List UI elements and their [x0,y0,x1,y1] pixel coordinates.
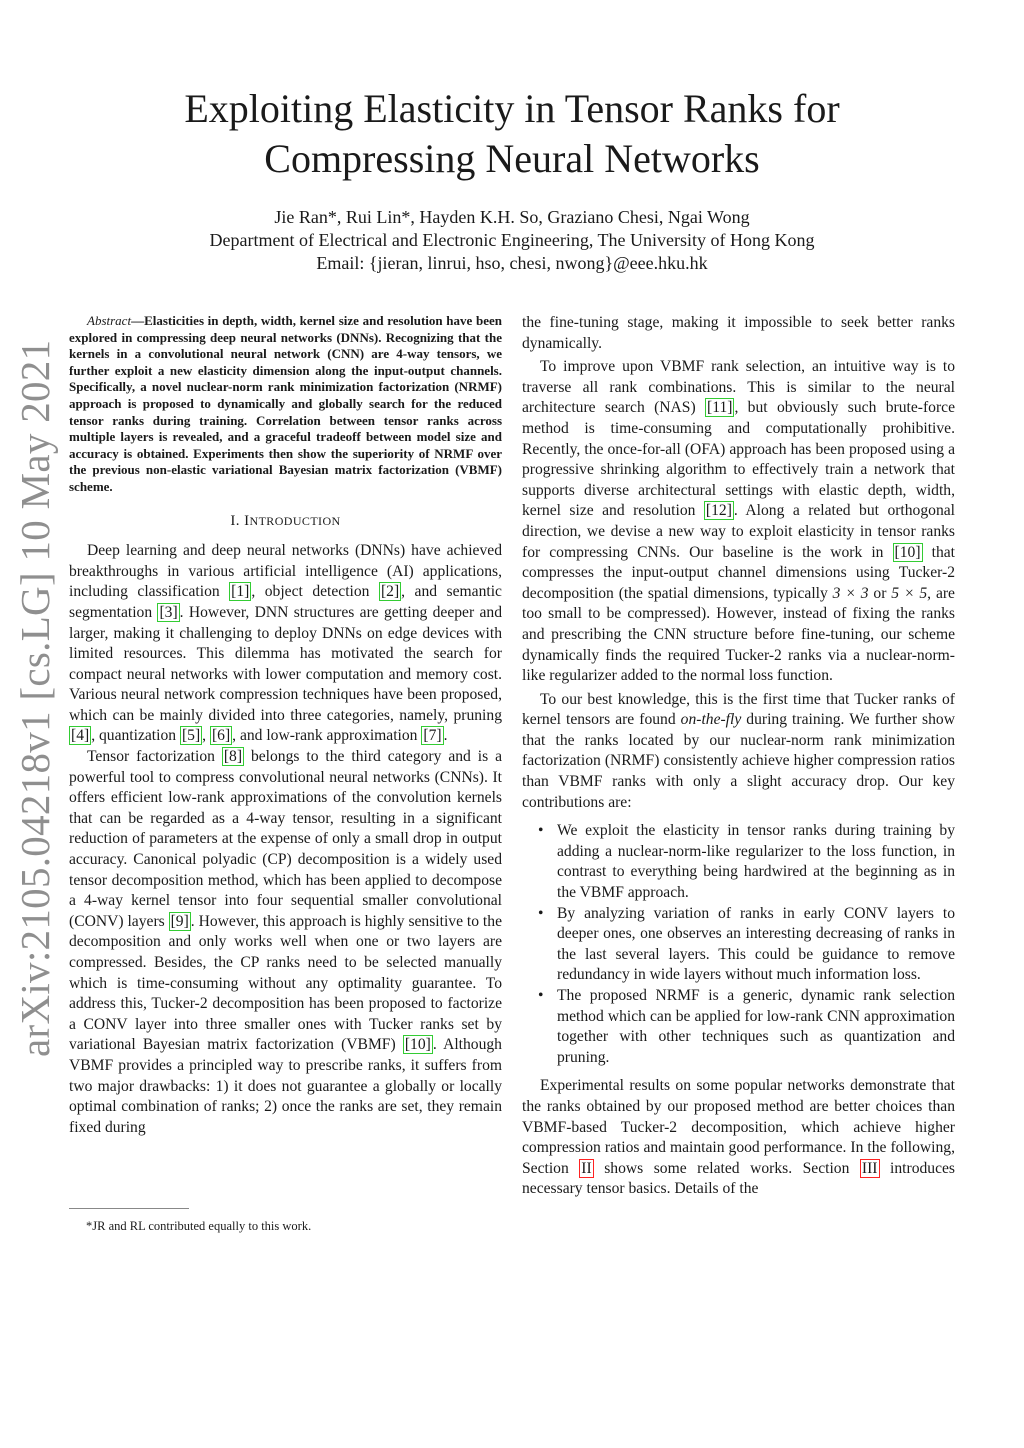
arxiv-identifier[interactable]: arXiv:2105.04218v1 [cs.LG] 10 May 2021 [12,339,58,1057]
bullet-icon: • [538,822,544,840]
citation-link[interactable]: [5] [181,727,201,745]
list-item [522,904,955,986]
citation-link[interactable]: [12] [705,502,732,520]
left-column [69,313,502,1138]
math-expression: 5 × 5 [891,584,928,602]
author-affiliation: Department of Electrical and Electronic Engineering, The University of Hong Kong [209,230,815,250]
text-run: , but obviously such brute-force method is time-consuming and computationally prohibitive. Recently, the once-for-all (OFA) approach has been proposed using a progressive shrinking algorithm to effectively train a network that supports diverse architectural settings with elastic depth, width, kernel size and resolution [522,399,955,520]
text-run: . Although VBMF provides a principled way to prescribe ranks, it suffers from two major drawbacks: 1) it does not guarantee a globally or locally optimal combination of ranks; 2) once the ranks are set, they remain fixed during [69,1036,502,1136]
text-run: , and semantic segmentation [69,583,502,621]
footnote: *JR and RL contributed equally to this work. [86,1219,312,1233]
footnote-rule [69,1208,189,1209]
title-line-2: Compressing Neural Networks [264,136,760,181]
citation-link[interactable]: [10] [894,543,921,561]
abstract-text: Elasticities in depth, width, kernel size and resolution have been explored in compressing deep neural networks (DNNs). Recognizing that the kernels in a convolutional neural network (CNN) are 4-way tensors, we further exploit a new elasticity dimension along the input-output channels. Specifically, a novel nuclear-norm rank minimization factorization (NRMF) approach is proposed to dynamically and globally search for the reduced tensor ranks during training. Correlation between tensor ranks across multiple layers is revealed, and a graceful tradeoff between model size and accuracy is obtained. Experiments then show the superiority of NRMF over the previous non-elastic variational Bayesian matrix factorization (VBMF) scheme. [69,313,502,494]
section-title-rest: NTRODUCTION [249,513,341,528]
section-link[interactable]: III [861,1159,878,1177]
citation-link[interactable]: [7] [423,727,442,745]
citation-link[interactable]: [8] [223,748,243,766]
text-run: Tensor factorization [87,748,222,766]
list-item-text: We exploit the elasticity in tensor ranks during training by adding a nuclear-norm-like regularizer to the loss function, in contrast to everything being hardwired at the beginning as in the VBMF approach. [557,822,955,902]
citation-link[interactable]: [11] [707,399,733,417]
math-expression: 3 × 3 [832,584,869,602]
text-run: introduces necessary tensor basics. Details of the [522,1159,955,1198]
section-link[interactable]: II [581,1159,592,1177]
text-run: , quantization [91,727,180,745]
right-paragraph-2 [522,357,955,687]
right-paragraph-1: the fine-tuning stage, making it impossible to seek better ranks dynamically. [522,314,955,352]
text-run: Experimental results on some popular networks demonstrate that the ranks obtained by our proposed method are better choices than VBMF-based Tucker-2 decomposition, which achieve higher compression ratios and maintain good performance. In the following, Section [522,1077,955,1177]
list-item [522,821,955,903]
text-run: , are too small to be compressed). However, instead of fixing the ranks and prescribing the CNN structure before fine-tuning, our scheme dynamically finds the required Tucker-2 ranks via a nuclear-norm-like regularizer added to the normal loss function. [522,584,955,685]
citation-link[interactable]: [9] [170,912,189,930]
citation-link[interactable]: [4] [71,727,90,745]
abstract-dash: — [131,313,145,328]
list-item [522,986,955,1068]
citation-link[interactable]: [3] [159,603,178,621]
bullet-icon: • [538,987,544,1004]
text-run: . However, this approach is highly sensitive to the decomposition and only works well when one or two layers are compressed. Besides, the CP ranks need to be selected manually which is time-consuming without any optimality guarantee. To address this, Tucker-2 decomposition has been proposed to factorize a CONV layer into three smaller ones with Tucker ranks set by variational Bayesian matrix factorization (VBMF) [69,912,502,1054]
text-run: Deep learning and deep neural networks (DNNs) have achieved breakthroughs in various artificial intelligence (AI) applications, including classification [69,542,502,601]
text-run: , [202,727,210,745]
abstract [69,313,502,496]
text-run: shows some related works. Section [593,1159,860,1177]
text-run: . However, DNN structures are getting deeper and larger, making it challenging to deploy DNNs on edge devices with limited resources. This dilemma has motivated the search for compact neural networks with lower computation and memory cost. Various neural network compression techniques have been proposed, which can be mainly divided into three categories, namely, pruning [69,603,502,724]
abstract-label: Abstract [87,313,132,328]
list-item-text: The proposed NRMF is a generic, dynamic rank selection method which can be applied for low-rank CNN approximation together with other techniques such as quantization and pruning. [557,987,955,1066]
author-block [120,206,904,275]
right-paragraph-3 [522,690,955,814]
text-run: To our best knowledge, this is the first time that Tucker ranks of kernel tensors are found [522,690,955,729]
bullet-icon: • [538,904,544,922]
author-names: Jie Ran*, Rui Lin*, Hayden K.H. So, Graziano Chesi, Ngai Wong [274,207,750,227]
text-run: belongs to the third category and is a powerful tool to compress convolutional neural networks (CNNs). It offers efficient low-rank approximations of the convolution kernels that can be regarded as a 4-way tensor, resulting in a significant reduction of parameters at the expense of only a small drop in output accuracy. Canonical polyadic (CP) decomposition is a widely used tensor decomposition method, which has been applied to decompose a 4-way kernel tensor into four sequential smaller convolutional (CONV) layers [69,748,502,930]
section-number: I. [230,512,245,529]
right-column [522,313,955,1200]
text-run: or [868,584,892,602]
section-heading-introduction [69,511,502,532]
right-paragraph-4 [522,1076,955,1200]
text-run: . Along a related but orthogonal direction, we devise a new way to exploit elasticity in tensor ranks for compressing CNNs. Our baseline is the work in [522,502,955,561]
emphasis-text: on-the-fly [680,711,742,729]
citation-link[interactable]: [6] [211,727,231,745]
text-run: during training. We further show that the ranks located by our nuclear-norm rank minimization factorization (NRMF) consistently achieve higher compression ratios than VBMF ranks with only a slight accuracy drop. Our key contributions are: [522,711,955,811]
text-run: that compresses the input-output channel dimensions using Tucker-2 decomposition (the spatial dimensions, typically [522,543,955,602]
citation-link[interactable]: [1] [231,583,250,601]
intro-paragraph-2 [69,747,502,1138]
paper-title [120,84,904,184]
list-item-text: By analyzing variation of ranks in early CONV layers to deeper ones, one observes an interesting decreasing of ranks in the last several layers. This could be guidance to remove redundancy in wide layers without much information loss. [557,904,955,984]
intro-paragraph-1 [69,541,502,747]
citation-link[interactable]: [10] [404,1036,431,1054]
author-email: Email: {jieran, linrui, hso, chesi, nwong}@eee.hku.hk [316,253,708,273]
citation-link[interactable]: [2] [380,583,400,601]
contributions-list [522,821,955,1068]
text-run: To improve upon VBMF rank selection, an intuitive way is to traverse all rank combinations. This is similar to the neural architecture search (NAS) [522,358,955,417]
text-run: , object detection [251,583,379,601]
title-line-1: Exploiting Elasticity in Tensor Ranks for [184,86,840,131]
text-run: . [443,727,448,745]
section-title-initial: I [244,512,250,529]
text-run: , and low-rank approximation [232,727,422,745]
